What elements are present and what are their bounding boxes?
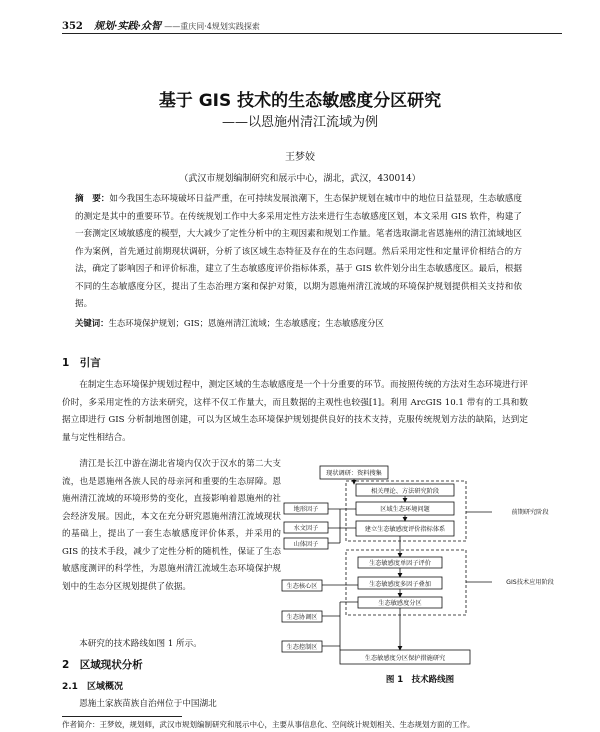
keywords-text: 生态环境保护规划；GIS；恩施州清江流域；生态敏感度；生态敏感度分区 (108, 318, 384, 328)
paper-title: 基于 GIS 技术的生态敏感度分区研究 (158, 91, 442, 111)
label-research: 现状调研：资料搜集 (326, 470, 382, 477)
author: 王梦姣 (285, 152, 315, 163)
paper-subtitle: ——以恩施州清江流域为例 (221, 115, 378, 130)
label-theory: 相关理论、方法研究阶段 (370, 488, 440, 495)
running-header (62, 17, 260, 32)
running-title: 规划·实践·众智 (94, 21, 162, 32)
page-number: 352 (62, 21, 83, 32)
intro-paragraph-3: 本研究的技术路线如图 1 所示。 (79, 639, 202, 649)
intro-paragraph-2 (62, 456, 281, 596)
technical-roadmap-figure (280, 462, 572, 672)
keywords (75, 316, 522, 330)
label-terrain-factor: 地形因子 (293, 506, 319, 513)
label-single-factor: 生态敏感度单因子评价 (369, 560, 431, 567)
subsection-heading: 2.1 区域概况 (62, 682, 123, 692)
label-water-factor: 水文因子 (293, 525, 319, 532)
figure-caption: 图 1 技术路线图 (385, 675, 455, 685)
running-subtitle: ——重庆同·4规划实践探索 (164, 22, 260, 31)
abstract-text: 如今我国生态环境破坏日益严重，在可持续发展浪潮下，生态保护规划在城市中的地位日益显现，生态敏感度的测定是其中的重要环节。在传统规划工作中大多采用定性方法来进行生态敏感度区划，本文采用 GIS 软件，构建了一套测定区域敏感度的模型，大大减少了定性分析中的主观因素和规划工作量。笔者选取湖北省恩施州的清江流域地区作为案例，首先通过前期现状调研，分析了该区域生态特征及存在的生态问题。然后采用定性和定量评价相结合的方法，确定了影响因子和评价标准，建立了生态敏感度评价指标体系，基于 GIS 软件划分出生态敏感度区。最后，根据不同的生态敏感度分区，提出了生态治理方案和保护对策，以期为恩施州清江流域的环境保护规划提供相关支持和依据。 (75, 194, 522, 309)
intro-paragraph-1: 在制定生态环境保护规划过程中，测定区域的生态敏感度是一个十分重要的环节。而按照传统的方法对生态环境进行评价时，多采用定性的方法来研究，这样不仅工作量大，而且数据的主观性也较强[1]。利用 ArcGIS 10.1 带有的工具和数据立即进行 GIS 分析制地图创建，可以为区域生态环境保护规划提供良好的技术支持，克服传统规划方法的缺陷，达到定量与定性相结合。 (62, 380, 528, 443)
label-control-zone: 生态控制区 (286, 644, 318, 651)
section-heading-region: 2 区域现状分析 (62, 659, 143, 671)
label-coordinate-zone: 生态协调区 (286, 614, 318, 621)
label-early-stage: 前期研究阶段 (511, 509, 549, 516)
label-index: 建立生态敏感度评价指标体系 (364, 526, 446, 533)
label-measures: 生态敏感度分区保护措施研究 (364, 655, 446, 662)
affiliation: （武汉市规划编制研究和展示中心，湖北，武汉，430014） (179, 174, 421, 184)
keywords-label: 关键词： (75, 318, 109, 328)
label-gis-stage: GIS技术应用阶段 (506, 579, 554, 586)
label-core-zone: 生态核心区 (286, 583, 318, 590)
label-problem: 区域生态环境问题 (380, 506, 430, 513)
abstract (75, 191, 522, 314)
header-rule (62, 33, 562, 34)
author-footnote: 作者简介：王梦姣，规划师，武汉市规划编制研究和展示中心，主要从事信息化、空间统计规划相关、生态规划方面的工作。 (62, 720, 475, 729)
subsection-text: 恩施土家族苗族自治州位于中国湖北 (79, 699, 217, 709)
label-zoning: 生态敏感度分区 (378, 600, 422, 607)
footnote-rule (62, 716, 182, 717)
label-multi-factor: 生态敏感度多因子叠加 (369, 581, 431, 588)
section-heading-intro: 1 引言 (62, 357, 101, 369)
abstract-label: 摘 要： (75, 194, 110, 204)
label-mountain-factor: 山体因子 (293, 541, 319, 548)
intro-paragraph-2-text: 清江是长江中游在湖北省境内仅次于汉水的第二大支流，也是恩施州各族人民的母亲河和重要的生态屏障。恩施州清江流域的环境形势的变化，直接影响着恩施州的社会经济发展。因此，本文在充分研究恩施州清江流域现状的基础上，提出了一套生态敏感度评价体系，并采用的 GIS 的技术手段，减少了定性分析的随机性，保证了生态敏感度测评的科学性，为恩施州清江流域生态环境保护规划中的生态分区规划提供了依据。 (62, 459, 281, 592)
